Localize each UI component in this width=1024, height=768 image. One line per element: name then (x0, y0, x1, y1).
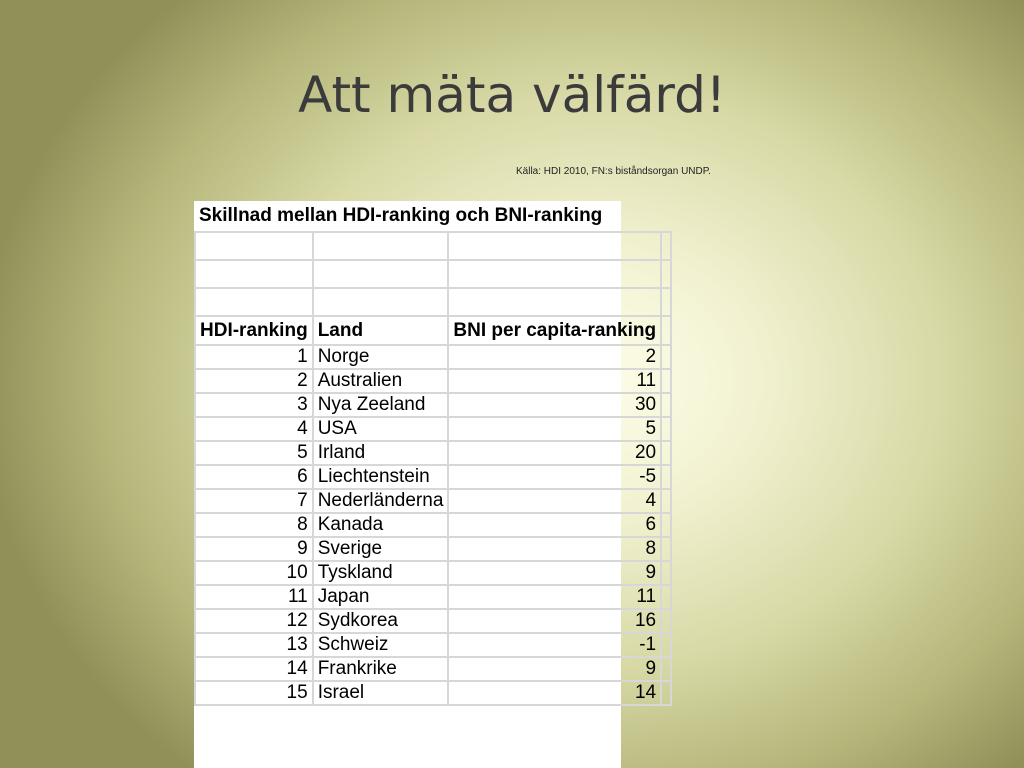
cell-empty (661, 585, 671, 609)
cell-hdi-rank: 5 (195, 441, 313, 465)
cell-empty (661, 513, 671, 537)
cell-empty (661, 417, 671, 441)
cell-hdi-rank: 1 (195, 345, 313, 369)
header-hdi-ranking: HDI-ranking (195, 316, 313, 345)
source-note: Källa: HDI 2010, FN:s biståndsorgan UNDP. (516, 166, 711, 177)
cell-bni-rank: 30 (448, 393, 661, 417)
cell-empty (661, 633, 671, 657)
cell-empty (661, 345, 671, 369)
cell-bni-rank: 8 (448, 537, 661, 561)
cell-bni-rank: 16 (448, 609, 661, 633)
cell-empty (661, 369, 671, 393)
cell-country: Japan (313, 585, 449, 609)
cell-empty (661, 465, 671, 489)
cell-country: Frankrike (313, 657, 449, 681)
table-row (195, 633, 671, 657)
data-table (194, 201, 672, 706)
table-row (195, 345, 671, 369)
table-row (195, 441, 671, 465)
cell-empty (661, 609, 671, 633)
table-row (195, 489, 671, 513)
cell-bni-rank: 4 (448, 489, 661, 513)
cell-empty (661, 489, 671, 513)
cell-bni-rank: 5 (448, 417, 661, 441)
cell-bni-rank: 11 (448, 585, 661, 609)
cell-country: Tyskland (313, 561, 449, 585)
table-title: Skillnad mellan HDI-ranking och BNI-ranking (195, 201, 671, 232)
table-row (195, 513, 671, 537)
blank-row (195, 232, 671, 260)
cell-bni-rank: 20 (448, 441, 661, 465)
cell-country: Israel (313, 681, 449, 705)
cell-bni-rank: 6 (448, 513, 661, 537)
table-row (195, 609, 671, 633)
table-row (195, 537, 671, 561)
cell-hdi-rank: 8 (195, 513, 313, 537)
cell-country: Nya Zeeland (313, 393, 449, 417)
cell-bni-rank: 9 (448, 561, 661, 585)
slide-title: Att mäta välfärd! (298, 66, 726, 124)
header-land: Land (313, 316, 449, 345)
cell-hdi-rank: 7 (195, 489, 313, 513)
cell-country: Australien (313, 369, 449, 393)
cell-empty (661, 681, 671, 705)
table-row (195, 585, 671, 609)
cell-bni-rank: 11 (448, 369, 661, 393)
table-row (195, 561, 671, 585)
cell-empty (661, 537, 671, 561)
table-row (195, 417, 671, 441)
cell-bni-rank: 2 (448, 345, 661, 369)
cell-hdi-rank: 2 (195, 369, 313, 393)
header-bni-ranking: BNI per capita-ranking (448, 316, 661, 345)
table-row (195, 393, 671, 417)
table-row (195, 657, 671, 681)
cell-empty (661, 393, 671, 417)
cell-bni-rank: 9 (448, 657, 661, 681)
table-title-row (195, 201, 671, 232)
header-empty (661, 316, 671, 345)
cell-bni-rank: -1 (448, 633, 661, 657)
cell-hdi-rank: 14 (195, 657, 313, 681)
cell-hdi-rank: 15 (195, 681, 313, 705)
cell-hdi-rank: 4 (195, 417, 313, 441)
cell-country: Irland (313, 441, 449, 465)
cell-hdi-rank: 11 (195, 585, 313, 609)
cell-empty (661, 657, 671, 681)
cell-bni-rank: 14 (448, 681, 661, 705)
header-row (195, 316, 671, 345)
table-row (195, 681, 671, 705)
cell-empty (661, 561, 671, 585)
cell-bni-rank: -5 (448, 465, 661, 489)
cell-hdi-rank: 9 (195, 537, 313, 561)
cell-country: Kanada (313, 513, 449, 537)
cell-empty (661, 441, 671, 465)
cell-hdi-rank: 6 (195, 465, 313, 489)
blank-row (195, 288, 671, 316)
cell-hdi-rank: 3 (195, 393, 313, 417)
cell-country: Sverige (313, 537, 449, 561)
cell-hdi-rank: 10 (195, 561, 313, 585)
cell-country: Schweiz (313, 633, 449, 657)
cell-country: Sydkorea (313, 609, 449, 633)
cell-country: Norge (313, 345, 449, 369)
cell-hdi-rank: 12 (195, 609, 313, 633)
table-row (195, 465, 671, 489)
spreadsheet-table (194, 201, 657, 768)
cell-country: USA (313, 417, 449, 441)
cell-country: Nederländerna (313, 489, 449, 513)
blank-row (195, 260, 671, 288)
table-row (195, 369, 671, 393)
cell-country: Liechtenstein (313, 465, 449, 489)
cell-hdi-rank: 13 (195, 633, 313, 657)
